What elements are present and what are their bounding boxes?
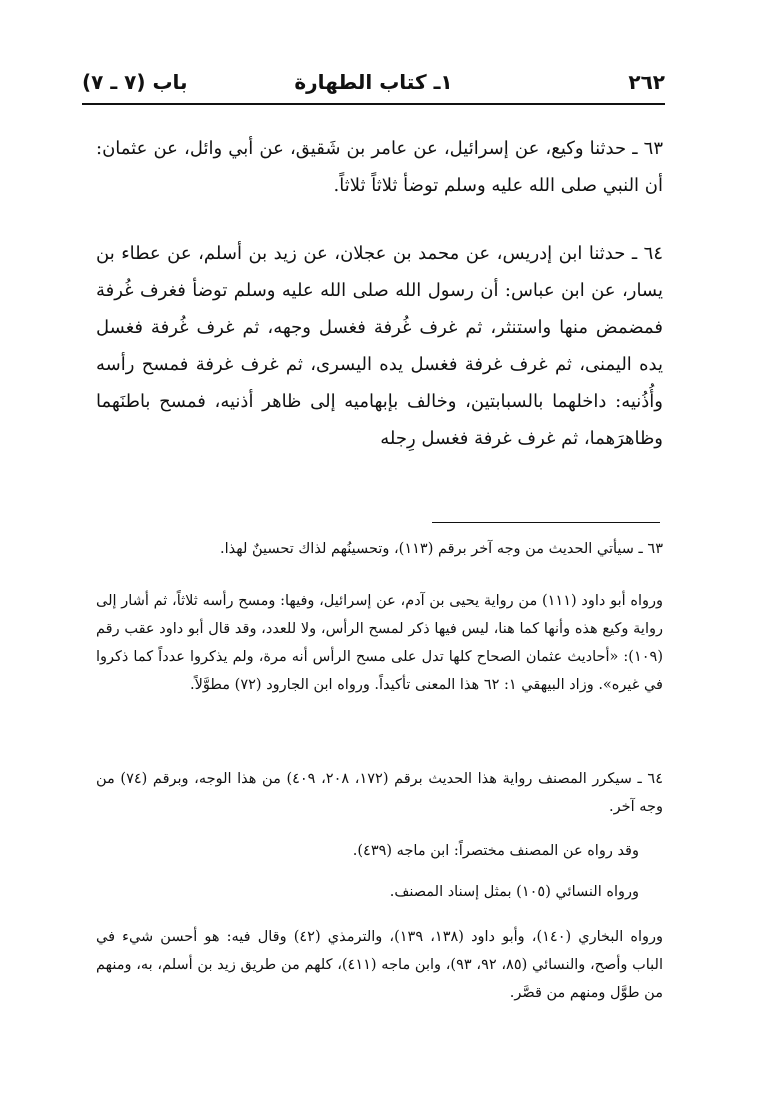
hadith-63-text: ٦٣ ـ حدثنا وكيع، عن إسرائيل، عن عامر بن شَقيق، عن أبي وائل، عن عثمان: أن النبي صلى الله عليه وسلم توضأ ثلاثاً ثلاثاً. [96,138,663,196]
page-number: ٢٦٢ [628,70,665,94]
footnote-64-intro: ٦٤ ـ سيكرر المصنف رواية هذا الحديث برقم (١٧٢، ٢٠٨، ٤٠٩) من هذا الوجه، وبرقم (٧٤) من وجه آخر. [96,771,663,815]
footnote-63-intro: ٦٣ ـ سيأتي الحديث من وجه آخر برقم (١١٣)، وتحسينُهم لذاك تحسينٌ لهذا. [220,541,663,557]
footnote-64-ibn-majah: وقد رواه عن المصنف مختصراً: ابن ماجه (٤٣٩). [352,843,639,859]
page-header [82,62,665,102]
book-title: ١ـ كتاب الطهارة [294,70,453,94]
footnote-divider [432,522,660,523]
footnote-63-detail: ورواه أبو داود (١١١) من رواية يحيى بن آدم، عن إسرائيل، وفيها: ومسح رأسه ثلاثاً، ثم أشار إلى رواية وكيع هذه وأنها كما هنا، ليس فيها ذكر لمسح الرأس، ولا للعدد، وقد قال أبو داود عقب رقم (١٠٩): «أحاديث عثمان الصحاح كلها تدل على مسح الرأس أنه مرة، ولم يذكروا عدداً كما ذكروا في غيره». وزاد البيهقي ١: ٦٢ هذا المعنى تأكيداً. ورواه ابن الجارود (٧٢) مطوَّلاً. [96,593,663,693]
footnote-64-nasai: ورواه النسائي (١٠٥) بمثل إسناد المصنف. [389,884,639,900]
header-divider [82,103,665,105]
footnote-64-bukhari: ورواه البخاري (١٤٠)، وأبو داود (١٣٨، ١٣٩)، والترمذي (٤٢) وقال فيه: هو أحسن شيء في الباب وأصح، والنسائي (٨٥، ٩٢، ٩٣)، وابن ماجه (٤١١)، كلهم من طريق زيد بن أسلم، به، ومنهم من طوَّل ومنهم من قصَّر. [96,929,663,1001]
hadith-64-text: ٦٤ ـ حدثنا ابن إدريس، عن محمد بن عجلان، عن زيد بن أسلم، عن عطاء بن يسار، عن ابن عباس: أن رسول الله صلى الله عليه وسلم توضأ فغرف غُرفة فمضمض منها واستنثر، ثم غرف غُرفة فغسل وجهه، ثم غرف غُرفة فغسل يده اليمنى، ثم غرف غرفة فغسل يده اليسرى، ثم غرف غرفة فمسح رأسه وأُذُنيه: داخلهما بالسبابتين، وخالف بإبهاميه إلى ظاهر أذنيه، فمسح باطنَهما وظاهرَهما، ثم غرف غرفة فغسل رِجله [96,243,663,449]
chapter-label: باب (٧ ـ ٧) [82,70,188,94]
